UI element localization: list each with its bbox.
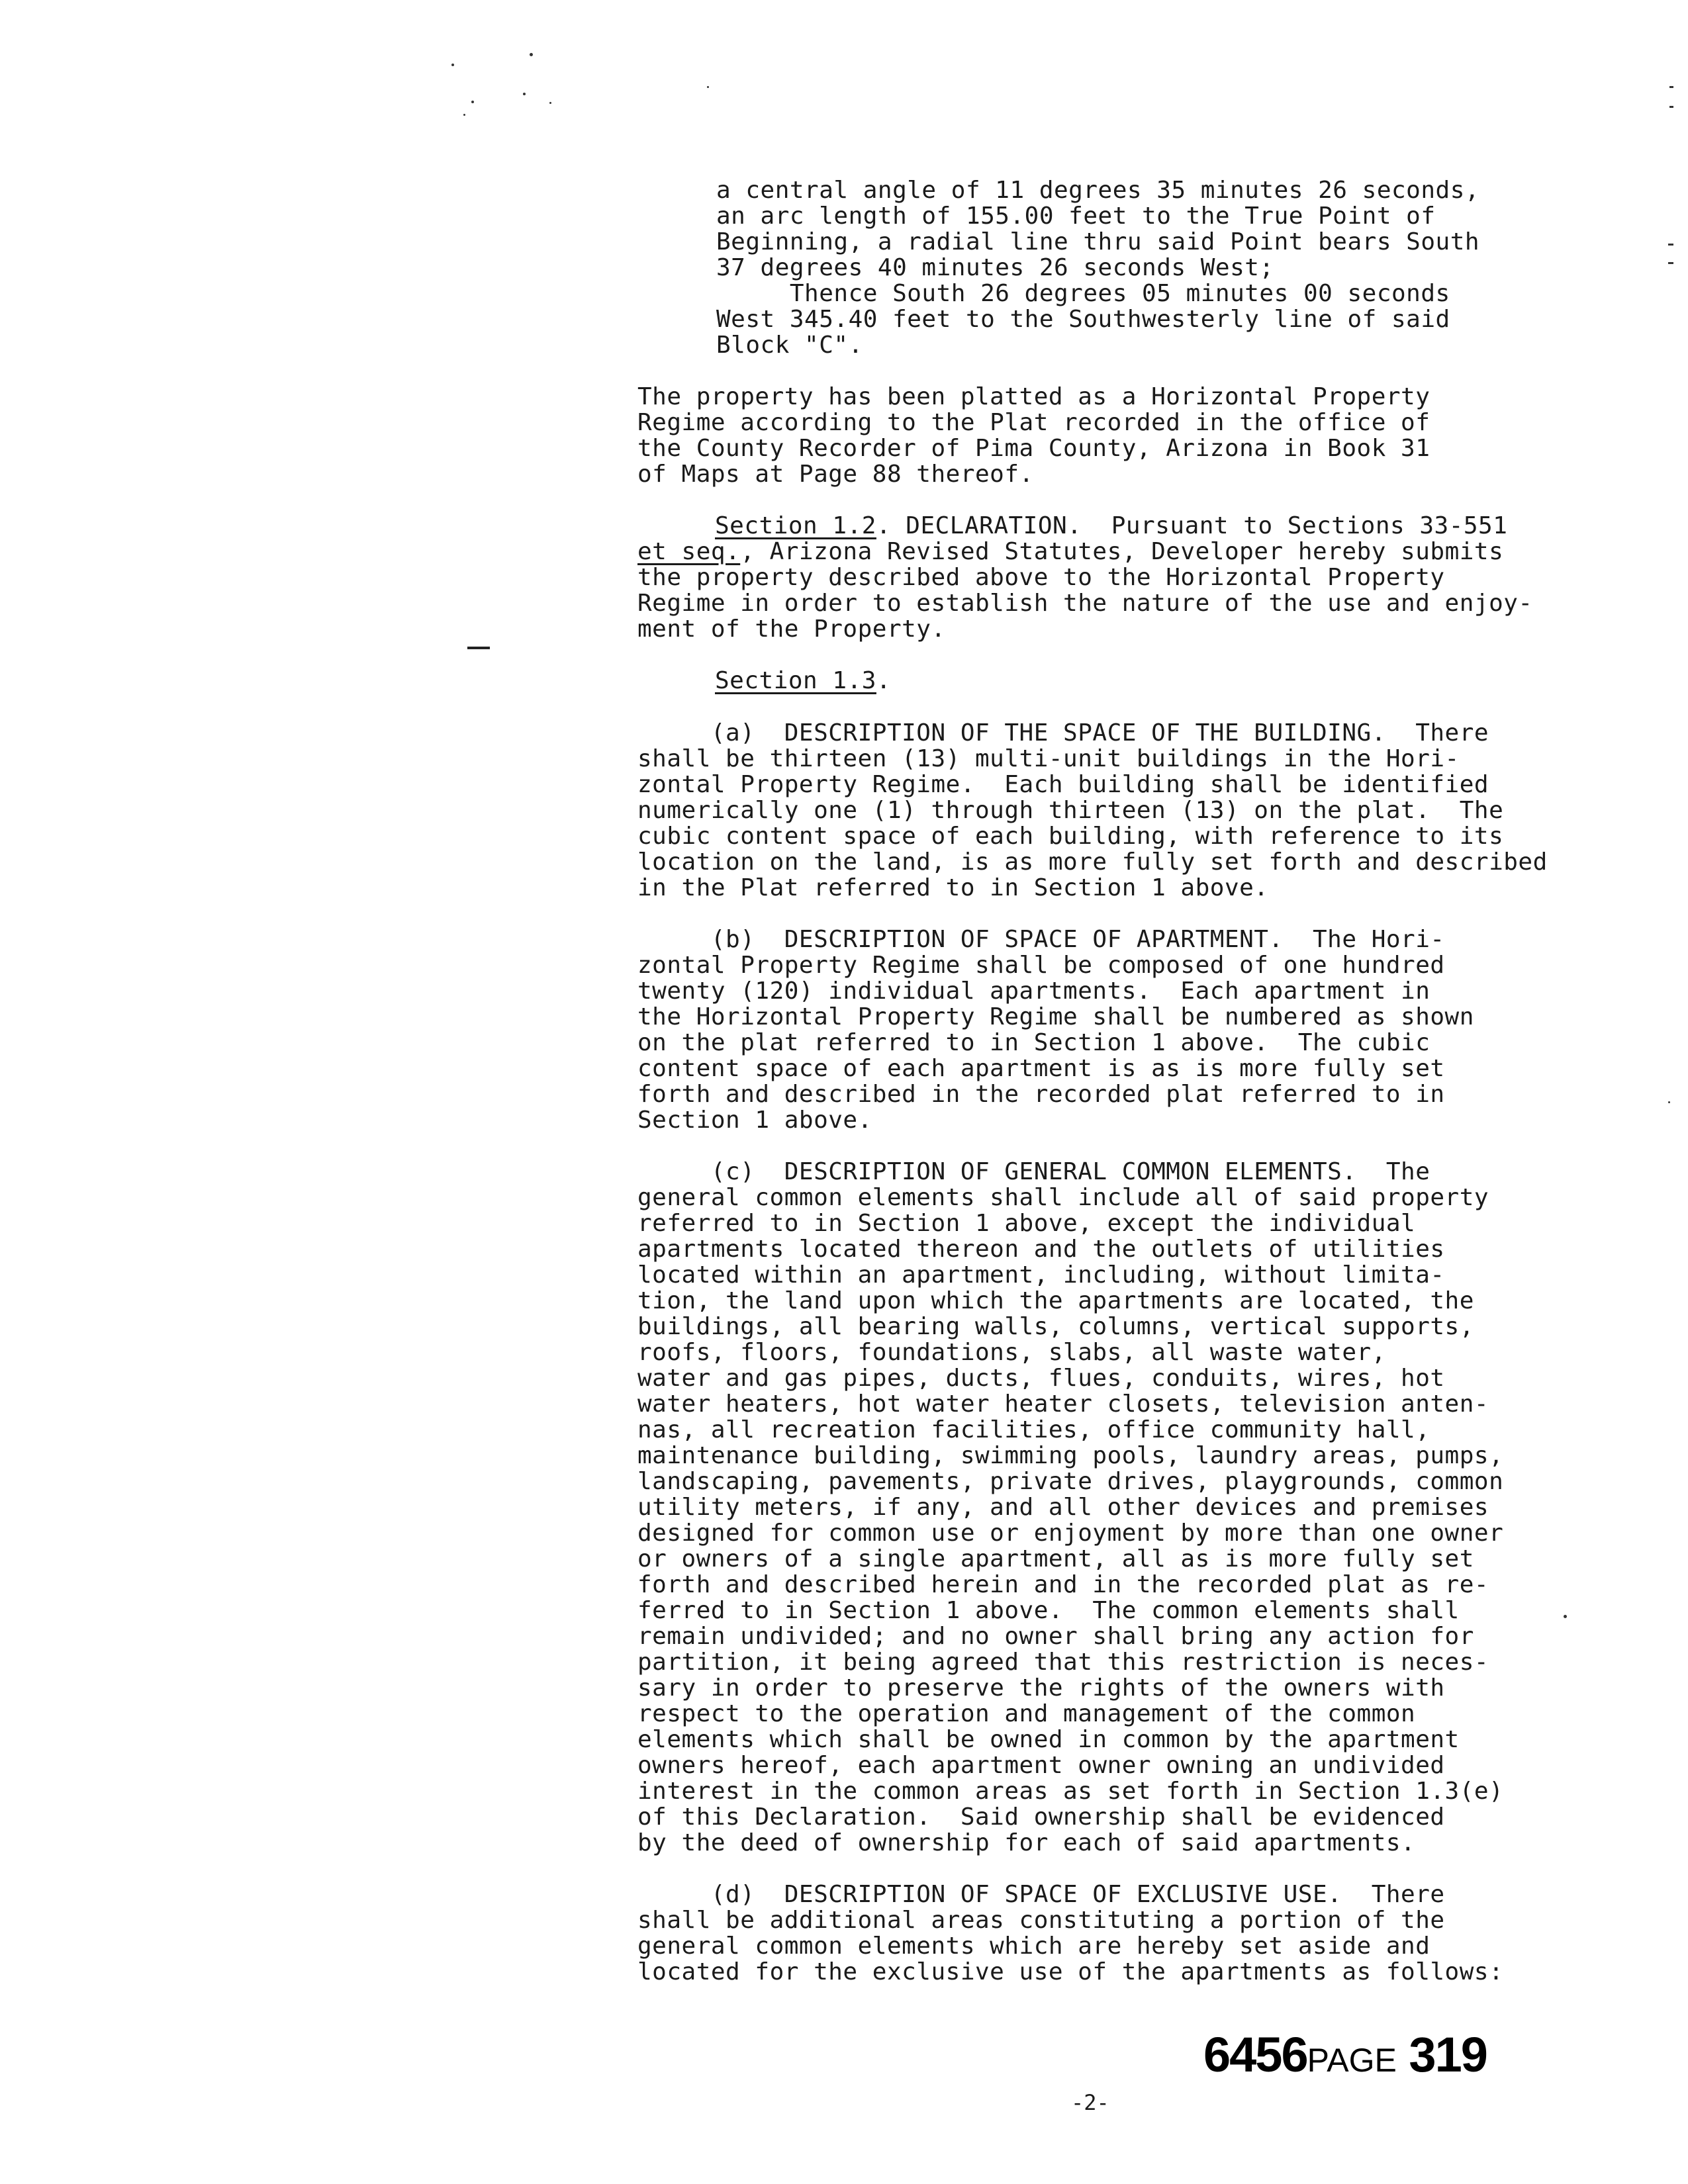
paragraph-line: (d) DESCRIPTION OF SPACE OF EXCLUSIVE USE. There xyxy=(637,1881,1445,1908)
paragraph-line: by the deed of ownership for each of said apartments. xyxy=(637,1829,1416,1856)
paragraph-line: referred to in Section 1 above, except the individual xyxy=(637,1210,1416,1237)
paragraph-line: the County Recorder of Pima County, Arizona in Book 31 xyxy=(637,435,1430,462)
paragraph-line: (a) DESCRIPTION OF THE SPACE OF THE BUILDING. There xyxy=(637,719,1489,747)
legal-line: West 345.40 feet to the Southwesterly line of said xyxy=(716,306,1450,333)
paragraph-line: location on the land, is as more fully set forth and described xyxy=(637,848,1548,876)
recording-stamp xyxy=(1203,2026,1487,2083)
paragraph-line: of this Declaration. Said ownership shall be evidenced xyxy=(637,1803,1445,1831)
legal-line: a central angle of 11 degrees 35 minutes 26 seconds, xyxy=(716,177,1480,204)
paragraph-line: Regime in order to establish the nature of the use and enjoy- xyxy=(637,590,1533,617)
paragraph-line: the property described above to the Horizontal Property xyxy=(637,564,1445,591)
section-1-2-first-line xyxy=(715,513,1507,539)
section-text: , Arizona Revised Statutes, Developer hereby submits xyxy=(740,538,1504,565)
legal-line: Block "C". xyxy=(716,332,863,359)
section-heading: Section 1.2 xyxy=(715,512,876,539)
paragraph-line: located for the exclusive use of the apartments as follows: xyxy=(637,1958,1504,1985)
paragraph-line: Section 1 above. xyxy=(637,1107,872,1134)
paragraph-line: sary in order to preserve the rights of the owners with xyxy=(637,1674,1445,1702)
recording-page: 319 xyxy=(1409,2027,1487,2082)
paragraph-line: cubic content space of each building, with reference to its xyxy=(637,823,1504,850)
paragraph-line: nas, all recreation facilities, office community hall, xyxy=(637,1416,1430,1443)
margin-dash xyxy=(467,647,490,649)
paragraph-line: water and gas pipes, ducts, flues, conduits, wires, hot xyxy=(637,1365,1445,1392)
legal-line: Beginning, a radial line thru said Point bears South xyxy=(716,228,1480,255)
paragraph-line: landscaping, pavements, private drives, playgrounds, common xyxy=(637,1468,1504,1495)
paragraph-line: maintenance building, swimming pools, laundry areas, pumps, xyxy=(637,1442,1504,1469)
paragraph-line: Regime according to the Plat recorded in the office of xyxy=(637,409,1430,436)
paragraph-line: zontal Property Regime. Each building shall be identified xyxy=(637,771,1489,798)
paragraph-line: the Horizontal Property Regime shall be numbered as shown xyxy=(637,1003,1474,1030)
paragraph-line: forth and described in the recorded plat referred to in xyxy=(637,1081,1445,1108)
paragraph-line: of Maps at Page 88 thereof. xyxy=(637,461,1034,488)
paragraph-line: The property has been platted as a Horizontal Property xyxy=(637,383,1430,410)
paragraph-line: general common elements which are hereby set aside and xyxy=(637,1933,1430,1960)
paragraph-line: apartments located thereon and the outlets of utilities xyxy=(637,1236,1445,1263)
paragraph-line: roofs, floors, foundations, slabs, all waste water, xyxy=(637,1339,1386,1366)
paragraph-line: owners hereof, each apartment owner owning an undivided xyxy=(637,1752,1445,1779)
paragraph-line: ferred to in Section 1 above. The common elements shall xyxy=(637,1597,1460,1624)
recording-page-label: PAGE xyxy=(1307,2042,1397,2079)
legal-line: 37 degrees 40 minutes 26 seconds West; xyxy=(716,254,1274,281)
paragraph-line: (c) DESCRIPTION OF GENERAL COMMON ELEMENTS. The xyxy=(637,1158,1430,1185)
section-heading: Section 1.3 xyxy=(715,667,876,694)
recording-book: 6456 xyxy=(1203,2027,1307,2082)
page-number: -2- xyxy=(1071,2090,1109,2115)
paragraph-line: remain undivided; and no owner shall bring any action for xyxy=(637,1623,1474,1650)
paragraph-line: shall be additional areas constituting a portion of the xyxy=(637,1907,1445,1934)
section-text: . DECLARATION. Pursuant to Sections 33-551 xyxy=(876,512,1508,539)
legal-line: Thence South 26 degrees 05 minutes 00 seconds xyxy=(716,280,1450,307)
section-1-3-heading xyxy=(715,668,891,694)
paragraph-line: interest in the common areas as set forth in Section 1.3(e) xyxy=(637,1778,1504,1805)
paragraph-line: general common elements shall include all of said property xyxy=(637,1184,1489,1211)
paragraph-line: (b) DESCRIPTION OF SPACE OF APARTMENT. The Hori- xyxy=(637,926,1445,953)
paragraph-line: or owners of a single apartment, all as is more fully set xyxy=(637,1545,1474,1572)
paragraph-line: respect to the operation and management of the common xyxy=(637,1700,1416,1727)
paragraph-line: ment of the Property. xyxy=(637,615,946,643)
paragraph-line: partition, it being agreed that this restriction is neces- xyxy=(637,1649,1489,1676)
paragraph-line: buildings, all bearing walls, columns, vertical supports, xyxy=(637,1313,1474,1340)
section-heading-end: . xyxy=(876,667,892,694)
paragraph-line: water heaters, hot water heater closets, television anten- xyxy=(637,1390,1489,1418)
paragraph-line: on the plat referred to in Section 1 above. The cubic xyxy=(637,1029,1430,1056)
paragraph-line: forth and described herein and in the recorded plat as re- xyxy=(637,1571,1489,1598)
et-seq: et seq. xyxy=(637,538,741,565)
paragraph-line: zontal Property Regime shall be composed of one hundred xyxy=(637,952,1445,979)
paragraph-line: located within an apartment, including, without limita- xyxy=(637,1261,1445,1289)
paragraph-line: twenty (120) individual apartments. Each apartment in xyxy=(637,978,1430,1005)
legal-line: an arc length of 155.00 feet to the True Point of xyxy=(716,203,1436,230)
paragraph-line: designed for common use or enjoyment by more than one owner xyxy=(637,1520,1504,1547)
section-1-2-second-line xyxy=(637,539,1503,565)
paragraph-line: shall be thirteen (13) multi-unit buildings in the Hori- xyxy=(637,745,1460,772)
paragraph-line: numerically one (1) through thirteen (13) on the plat. The xyxy=(637,797,1504,824)
paragraph-line: content space of each apartment is as is more fully set xyxy=(637,1055,1445,1082)
paragraph-line: elements which shall be owned in common by the apartment xyxy=(637,1726,1460,1753)
paragraph-line: tion, the land upon which the apartments are located, the xyxy=(637,1287,1474,1314)
paragraph-line: in the Plat referred to in Section 1 above. xyxy=(637,874,1269,901)
paragraph-line: utility meters, if any, and all other devices and premises xyxy=(637,1494,1489,1521)
